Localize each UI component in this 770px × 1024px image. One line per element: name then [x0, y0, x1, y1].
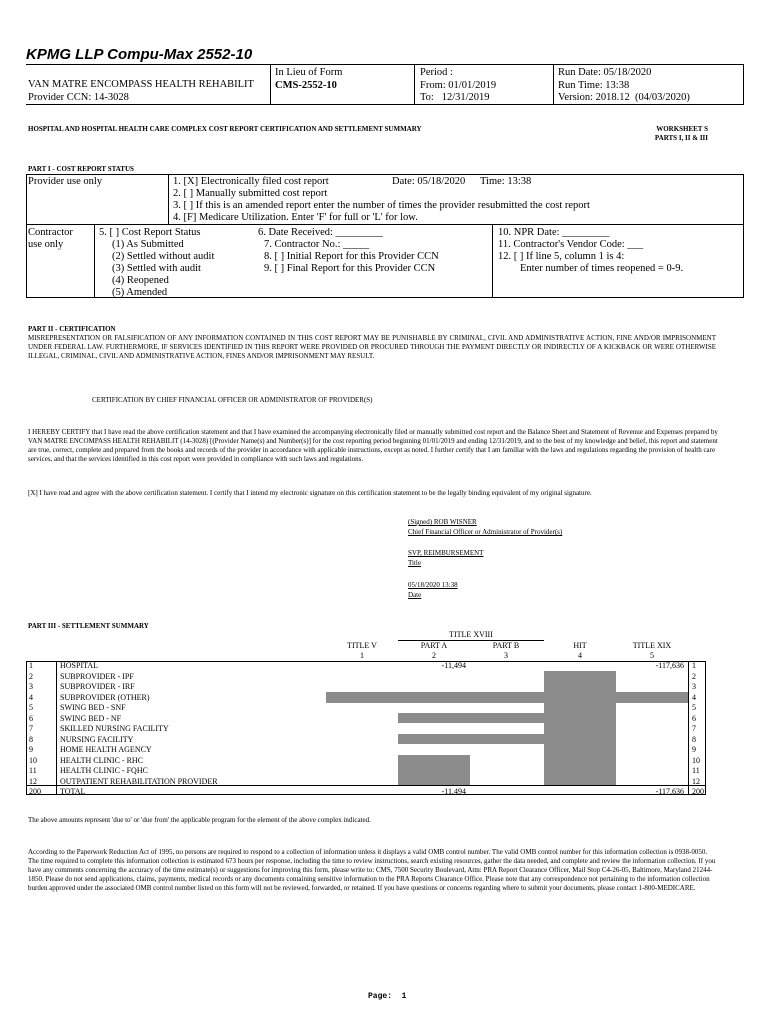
run-date: Run Date: 05/18/2020 [558, 67, 652, 78]
date-value: 05/18/2020 13:38 [408, 581, 458, 589]
reopen-count: Enter number of times reopened = 0-9. [520, 263, 684, 274]
status-option: (3) Settled with audit [112, 263, 201, 274]
table-row [0, 703, 770, 714]
col-number: 1 [360, 651, 364, 660]
row-line-number-right: 4 [692, 692, 696, 702]
col-header: HIT [573, 641, 587, 650]
status-option: (5) Amended [112, 287, 168, 298]
reopen-line: 12. [ ] If line 5, column 1 is 4: [498, 251, 625, 262]
row-line-number: 200 [29, 787, 41, 796]
paperwork-notice: According to the Paperwork Reduction Act of 1995, no persons are required to respond to a collection of information unless it displays a valid OMB control number. The valid OMB control number for this information collection is 0938-0050. The time required to complete this information collection is estimated 673 hours per response, including the time to review instructions, search existing resources, gather the data needed, and complete and review the information collection. If you have any comments concerning the accuracy of the time estimate(s) or suggestions for improving this form, please write to: CMS, 7500 Security Boulevard, Attn: PRA Report Clearance Officer, Mail Stop C4-26-05, Baltimore, Maryland 21244-1850. Please do not send applications, claims, payments, medical records or any documents containing sensitive information to the PRA Reports Clearance Office. Please note that any correspondence not pertaining to the information collection burden approved under the associated OMB control number listed on this form will not be reviewed, forwarded, or retained. If you have questions or concerns regarding where to submit your documents, please contact 1-800-MEDICARE. [28, 848, 716, 892]
title-value: SVP, REIMBURSEMENT [408, 549, 484, 557]
row-value: -117,636 [655, 661, 684, 670]
table-row [0, 766, 770, 777]
row-line-number-right: 8 [692, 734, 696, 744]
row-description: HOME HEALTH AGENCY [60, 745, 152, 754]
col-header: TITLE V [347, 641, 377, 650]
row-line-number: 12 [29, 776, 37, 786]
worksheet-parts: PARTS I, II & III [654, 134, 708, 142]
status-line5: 5. [ ] Cost Report Status [99, 227, 201, 238]
table-row [0, 714, 770, 725]
row-line-number: 11 [29, 766, 37, 775]
row-description: SUBPROVIDER (OTHER) [60, 692, 150, 702]
part1-line2: 2. [ ] Manually submitted cost report [173, 188, 328, 199]
contractor-use-label-2: use only [28, 239, 64, 250]
row-description: SKILLED NURSING FACILITY [60, 724, 169, 733]
col-header: PART A [420, 641, 448, 650]
status-option: (2) Settled without audit [112, 251, 215, 262]
row-line-number-right: 10 [692, 755, 700, 765]
date-label: Date [408, 591, 422, 599]
in-lieu-of: In Lieu of Form [275, 67, 343, 78]
row-line-number: 10 [29, 755, 37, 765]
form-number: CMS-2552-10 [275, 80, 337, 91]
page-number: Page: 1 [368, 992, 407, 1001]
row-line-number-right: 7 [692, 724, 696, 733]
row-description: SUBPROVIDER - IRF [60, 682, 135, 691]
table-row [0, 777, 770, 788]
provider-name: VAN MATRE ENCOMPASS HEALTH REHABILIT [28, 79, 254, 90]
part1-line1-time: Time: 13:38 [480, 176, 532, 187]
row-description: NURSING FACILITY [60, 734, 134, 744]
contractor-use-label: Contractor [28, 227, 73, 238]
row-value: -117,636 [655, 787, 684, 796]
part1-line1: 1. [X] Electronically filed cost report [173, 176, 329, 187]
col-number: 4 [578, 651, 582, 660]
status-option: (4) Reopened [112, 275, 169, 286]
provider-use-label: Provider use only [28, 176, 103, 187]
part1-line4: 4. [F] Medicare Utilization. Enter 'F' for full or 'L' for low. [173, 212, 418, 223]
table-row [0, 735, 770, 746]
contractor-no: 7. Contractor No.: _____ [264, 239, 370, 250]
status-option: (1) As Submitted [112, 239, 184, 250]
document-title: KPMG LLP Compu-Max 2552-10 [26, 46, 253, 63]
col-header: PART B [492, 641, 520, 650]
report-title: HOSPITAL AND HOSPITAL HEALTH CARE COMPLEX COST REPORT CERTIFICATION AND SETTLEMENT SUMMARY [28, 125, 422, 133]
row-line-number-right: 2 [692, 671, 696, 681]
row-description: TOTAL [60, 787, 86, 796]
part1-line1-date: Date: 05/18/2020 [392, 176, 466, 187]
table-row [0, 745, 770, 756]
vendor-code: 11. Contractor's Vendor Code: ___ [498, 239, 644, 250]
col-number: 5 [650, 651, 654, 660]
signed-name: (Signed) ROB WISNER [408, 518, 477, 526]
version: Version: 2018.12 (04/03/2020) [558, 92, 690, 103]
table-row [0, 693, 770, 704]
signer-title-label: Chief Financial Officer or Administrator of Provider(s) [408, 528, 563, 536]
table-row [0, 682, 770, 693]
row-description: SWING BED - SNF [60, 703, 126, 712]
period-from: From: 01/01/2019 [420, 80, 497, 91]
row-line-number: 8 [29, 734, 33, 744]
row-line-number: 9 [29, 745, 33, 754]
agree-checkbox-text: [X] I have read and agree with the above certification statement. I certify that I intend my electronic signature on this certification statement to be the legally binding equivalent of my original signature. [28, 489, 592, 497]
title-label: Title [408, 559, 421, 567]
row-line-number-right: 12 [692, 776, 700, 786]
row-description: HEALTH CLINIC - FQHC [60, 766, 148, 775]
row-line-number-right: 200 [692, 787, 704, 796]
table-row [0, 661, 770, 672]
row-line-number-right: 9 [692, 745, 696, 754]
part2-warning: MISREPRESENTATION OR FALSIFICATION OF ANY INFORMATION CONTAINED IN THIS COST REPORT MAY BE PUNISHABLE BY CRIMINAL, CIVIL AND ADMINISTRATIVE ACTION, FINE AND/OR IMPRISONMENT UNDER FEDERAL LAW. FURTHERMORE, IF SERVICES IDENTIFIED IN THIS REPORT WERE PROVIDED OR PROCURED THROUGH THE PAYMENT DIRECTLY OR INDIRECTLY OF A KICKBACK OR WERE OTHERWISE ILLEGAL, CRIMINAL, CIVIL AND ADMINISTRATIVE ACTION, FINES AND/OR IMPRISONMENT MAY RESULT. [28, 334, 716, 360]
provider-ccn: Provider CCN: 14-3028 [28, 92, 129, 103]
title-xviii-header: TITLE XVIII [449, 630, 493, 639]
part1-heading: PART I - COST REPORT STATUS [28, 165, 134, 173]
cert-text: I HEREBY CERTIFY that I have read the above certification statement and that I have examined the accompanying electronically filed or manually submitted cost report and the Balance Sheet and Statement of Revenue and Expenses prepared by VAN MATRE ENCOMPASS HEALTH REHABILIT (14-3028) [(Provider Name(s) and Number(s)] for the cost reporting period beginning 01/01/2019 and ending 12/31/2019, and to the best of my knowledge and belief, this report and statement are true, correct, complete and prepared from the books and records of the provider in accordance with applicable instructions, except as noted. I further certify that I am familiar with the laws and regulations regarding the provision of health care services, and that the services identified in this cost report were provided in compliance with such laws and regulations. [28, 428, 718, 463]
row-description: OUTPATIENT REHABILITATION PROVIDER [60, 776, 218, 786]
row-value: -11,494 [441, 661, 466, 670]
col-number: 3 [504, 651, 508, 660]
row-line-number-right: 3 [692, 682, 696, 691]
row-line-number: 5 [29, 703, 33, 712]
row-value: -11,494 [441, 787, 466, 796]
row-description: SUBPROVIDER - IPF [60, 671, 134, 681]
amounts-note: The above amounts represent 'due to' or 'due from' the applicable program for the element of the above complex indicated. [28, 816, 371, 824]
col-header: TITLE XIX [632, 641, 672, 650]
col-number: 2 [432, 651, 436, 660]
row-description: HEALTH CLINIC - RHC [60, 755, 144, 765]
part2-heading: PART II - CERTIFICATION [28, 325, 116, 333]
row-line-number: 2 [29, 671, 33, 681]
row-line-number-right: 6 [692, 713, 696, 723]
row-line-number: 1 [29, 661, 33, 670]
final-report: 9. [ ] Final Report for this Provider CCN [264, 263, 436, 274]
npr-date: 10. NPR Date: _________ [498, 227, 610, 238]
row-line-number: 7 [29, 724, 33, 733]
part3-heading: PART III - SETTLEMENT SUMMARY [28, 622, 149, 630]
worksheet-label: WORKSHEET S [656, 125, 708, 133]
period-to: To: 12/31/2019 [420, 92, 490, 103]
table-row [0, 787, 770, 798]
table-row [0, 756, 770, 767]
cert-heading: CERTIFICATION BY CHIEF FINANCIAL OFFICER OR ADMINISTRATOR OF PROVIDER(S) [92, 396, 373, 404]
table-row [0, 672, 770, 683]
period-label: Period : [420, 67, 453, 78]
row-line-number-right: 1 [692, 661, 696, 670]
row-line-number-right: 11 [692, 766, 700, 775]
row-line-number: 6 [29, 713, 33, 723]
initial-report: 8. [ ] Initial Report for this Provider CCN [264, 251, 439, 262]
row-description: HOSPITAL [60, 661, 99, 670]
row-description: SWING BED - NF [60, 713, 122, 723]
row-line-number-right: 5 [692, 703, 696, 712]
run-time: Run Time: 13:38 [558, 80, 630, 91]
table-row [0, 724, 770, 735]
part1-line3: 3. [ ] If this is an amended report enter the number of times the provider resubmitted the cost report [173, 200, 590, 211]
row-line-number: 3 [29, 682, 33, 691]
date-received: 6. Date Received: _________ [258, 227, 383, 238]
row-line-number: 4 [29, 692, 33, 702]
